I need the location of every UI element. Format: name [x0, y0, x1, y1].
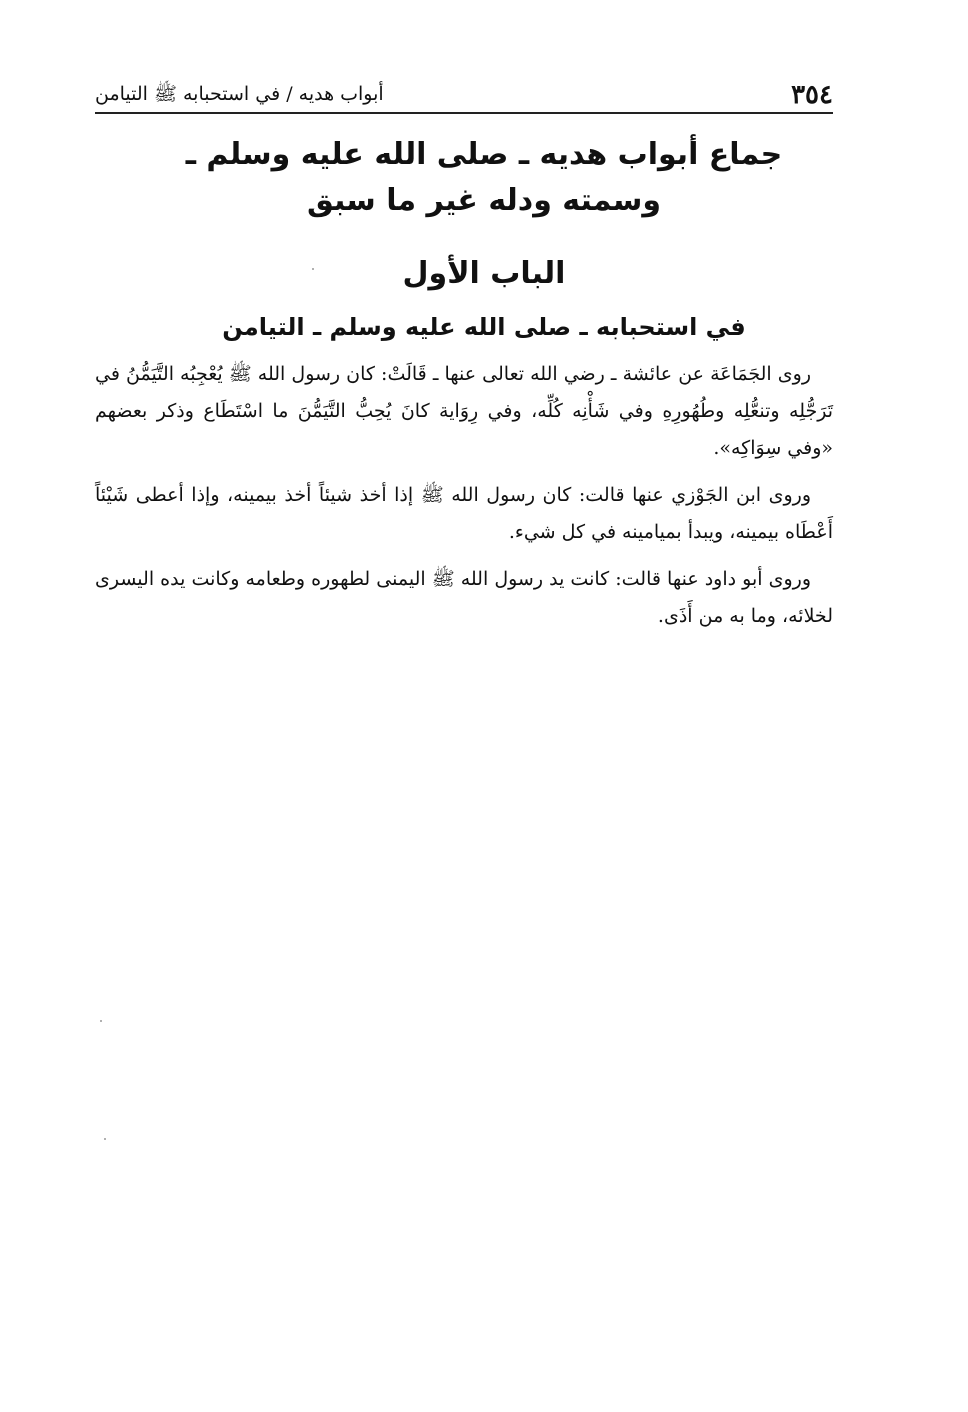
body-text — [95, 356, 833, 645]
running-title: أبواب هديه / في استحبابه ﷺ التيامن — [95, 83, 384, 105]
scan-speck — [104, 1138, 106, 1140]
scan-speck — [100, 1020, 102, 1022]
page-number: ٣٥٤ — [791, 80, 833, 110]
scan-speck — [312, 268, 314, 270]
chapter-subtitle: في استحبابه ـ صلى الله عليه وسلم ـ التيامن — [222, 313, 746, 341]
paragraph-2: وروى ابن الجَوْزي عنها قالت: كان رسول الله ﷺ إذا أخذ شيئاً أخذ بيمينه، وإذا أعطى شَيْئاً أَعْطَاه بيمينه، ويبدأ بميامينه في كل شيء. — [95, 484, 833, 543]
paragraph-3: وروى أبو داود عنها قالت: كانت يد رسول الله ﷺ اليمنى لطهوره وطعامه وكانت يده اليسرى لخلائه، وما به من أَذَى. — [95, 568, 833, 627]
main-title-line-1: جماع أبواب هديه ـ صلى الله عليه وسلم ـ — [185, 137, 783, 172]
main-title-line-2: وسمته ودله غير ما سبق — [306, 183, 661, 218]
chapter-title: الباب الأول — [402, 256, 566, 291]
paragraph-1: روى الجَمَاعَة عن عائشة ـ رضي الله تعالى عنها ـ قَالَتْ: كان رسول الله ﷺ يُعْجِبُه التَّيَمُّنُ في تَرَجُّلِه وتنعُّلِه وطُهُورِهِ وفي شَأْنِه كُلِّه، وفي رِوَاية كانَ يُحِبُّ التَّيَمُّنَ ما اسْتَطَاع وذكر بعضهم «وفي سِوَاكِه». — [95, 363, 833, 459]
main-title — [100, 132, 868, 224]
page-header — [95, 62, 833, 114]
